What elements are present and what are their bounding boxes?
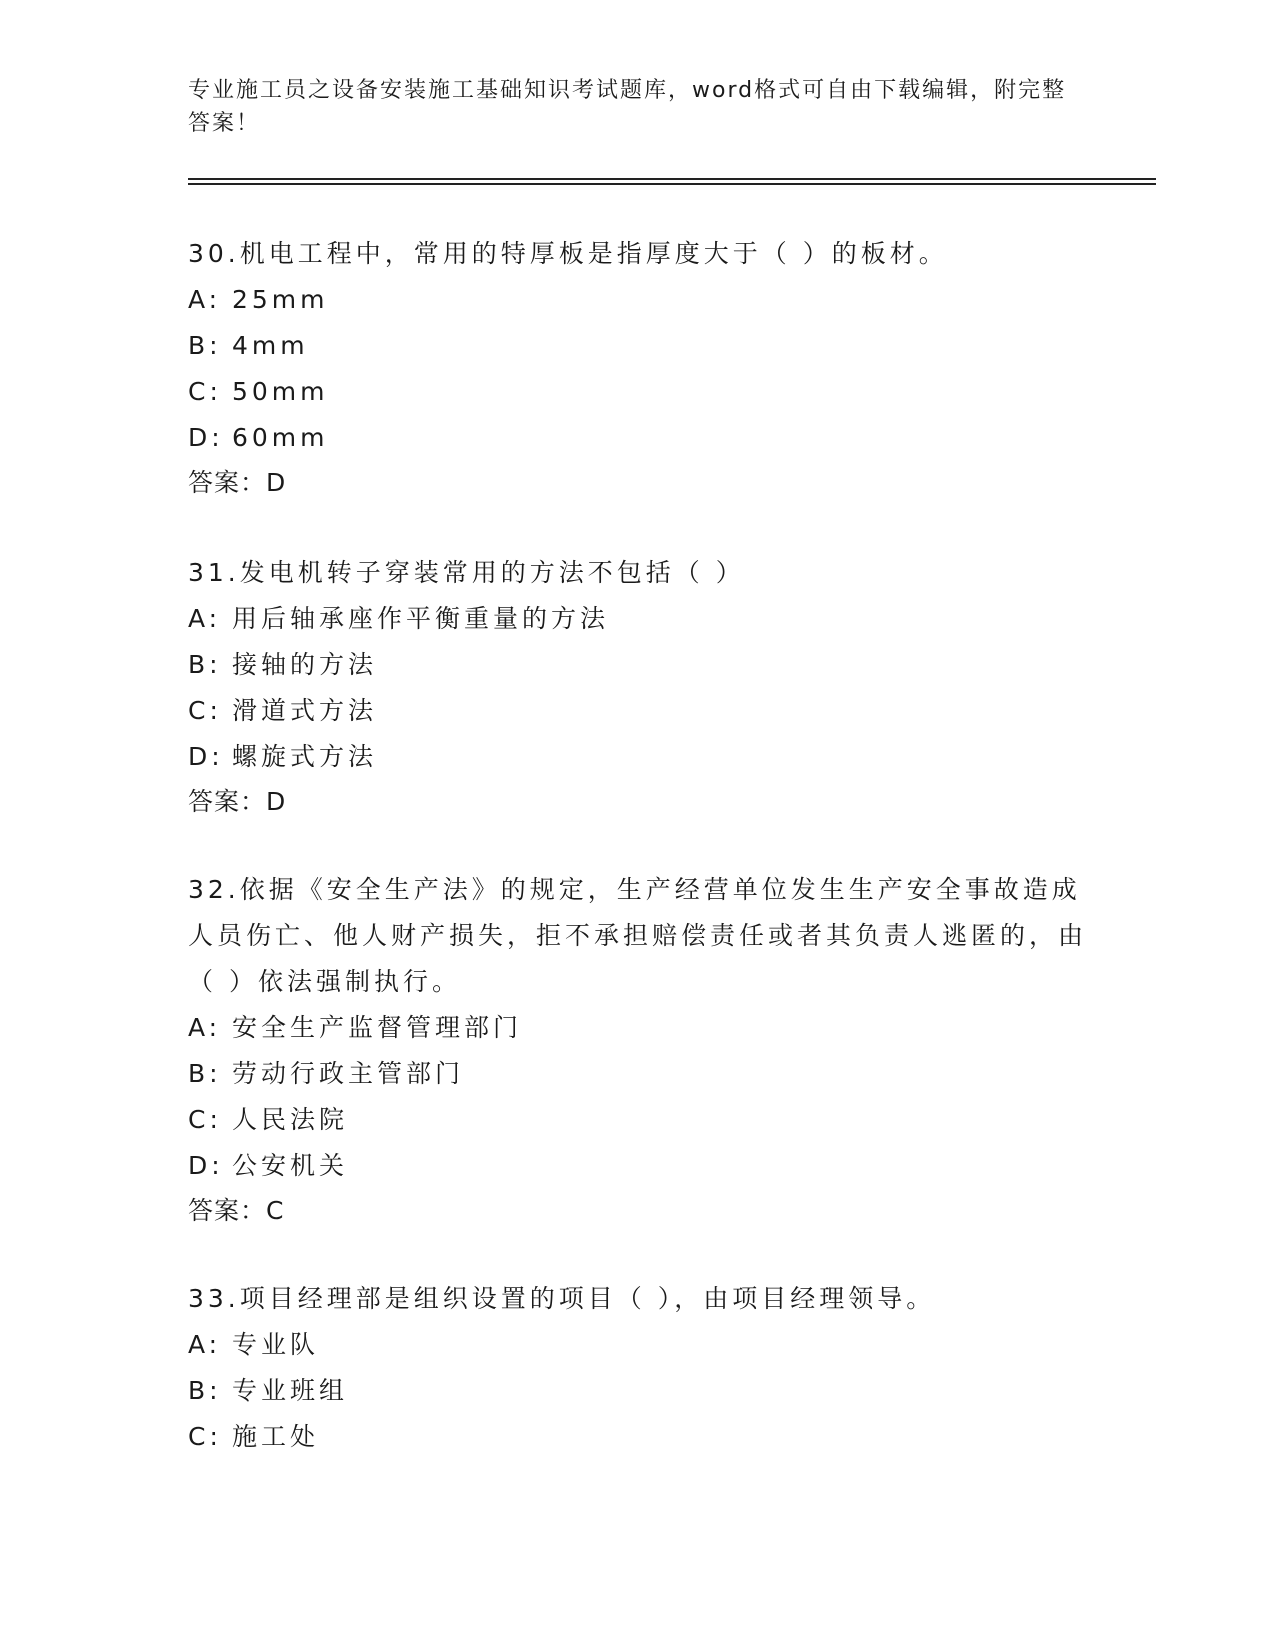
option-key: D: [188, 423, 224, 452]
option-key: B: [188, 650, 222, 679]
document-header: 专业施工员之设备安装施工基础知识考试题库，word格式可自由下载编辑，附完整答案！ [188, 78, 1067, 136]
option-c [188, 1414, 1088, 1460]
option-c [188, 688, 1088, 734]
question-30 [188, 231, 1088, 505]
option-key: D: [188, 742, 224, 771]
option-text: 安全生产监督管理部门 [232, 1013, 523, 1042]
option-text: 人民法院 [232, 1105, 349, 1134]
option-a [188, 1005, 1088, 1051]
option-text: 劳动行政主管部门 [232, 1059, 465, 1088]
answer-line: 答案：D [188, 468, 287, 497]
option-key: D: [188, 1151, 224, 1180]
option-c [188, 369, 1088, 415]
option-d [188, 415, 1088, 461]
option-key: C: [188, 1105, 222, 1134]
option-c [188, 1097, 1088, 1143]
question-stem: 30.机电工程中，常用的特厚板是指厚度大于（ ）的板材。 [188, 239, 948, 268]
option-key: A: [188, 285, 222, 314]
option-text: 公安机关 [232, 1151, 349, 1180]
option-key: C: [188, 1422, 222, 1451]
option-text: 专业队 [232, 1330, 320, 1359]
option-text: 施工处 [232, 1422, 320, 1451]
option-a [188, 277, 1088, 323]
option-text: 滑道式方法 [232, 696, 378, 725]
question-stem: 31.发电机转子穿装常用的方法不包括（ ） [188, 558, 745, 587]
option-b [188, 1051, 1088, 1097]
header-divider-top [188, 178, 1156, 180]
option-d [188, 734, 1088, 780]
option-key: B: [188, 1376, 222, 1405]
option-key: B: [188, 1059, 222, 1088]
option-text: 接轴的方法 [232, 650, 378, 679]
option-key: A: [188, 604, 222, 633]
option-text: 螺旋式方法 [232, 742, 378, 771]
option-key: A: [188, 1013, 222, 1042]
option-key: C: [188, 377, 222, 406]
option-text: 专业班组 [232, 1376, 349, 1405]
answer-line: 答案：D [188, 787, 287, 816]
option-key: C: [188, 696, 222, 725]
question-stem: 33.项目经理部是组织设置的项目（ ），由项目经理领导。 [188, 1284, 936, 1313]
question-32 [188, 867, 1088, 1233]
option-text: 50mm [232, 377, 329, 406]
option-a [188, 1322, 1088, 1368]
option-b [188, 323, 1088, 369]
option-b [188, 642, 1088, 688]
option-text: 用后轴承座作平衡重量的方法 [232, 604, 610, 633]
answer-line: 答案：C [188, 1196, 285, 1225]
option-a [188, 596, 1088, 642]
option-b [188, 1368, 1088, 1414]
question-31 [188, 550, 1088, 824]
option-key: A: [188, 1330, 222, 1359]
option-text: 60mm [232, 423, 329, 452]
option-key: B: [188, 331, 222, 360]
question-stem: 32.依据《安全生产法》的规定，生产经营单位发生生产安全事故造成人员伤亡、他人财产损失，拒不承担赔偿责任或者其负责人逃匿的，由（ ）依法强制执行。 [188, 875, 1088, 996]
option-text: 4mm [232, 331, 309, 360]
option-d [188, 1143, 1088, 1189]
header-divider-bottom [188, 183, 1156, 185]
question-33 [188, 1276, 1088, 1460]
option-text: 25mm [232, 285, 329, 314]
